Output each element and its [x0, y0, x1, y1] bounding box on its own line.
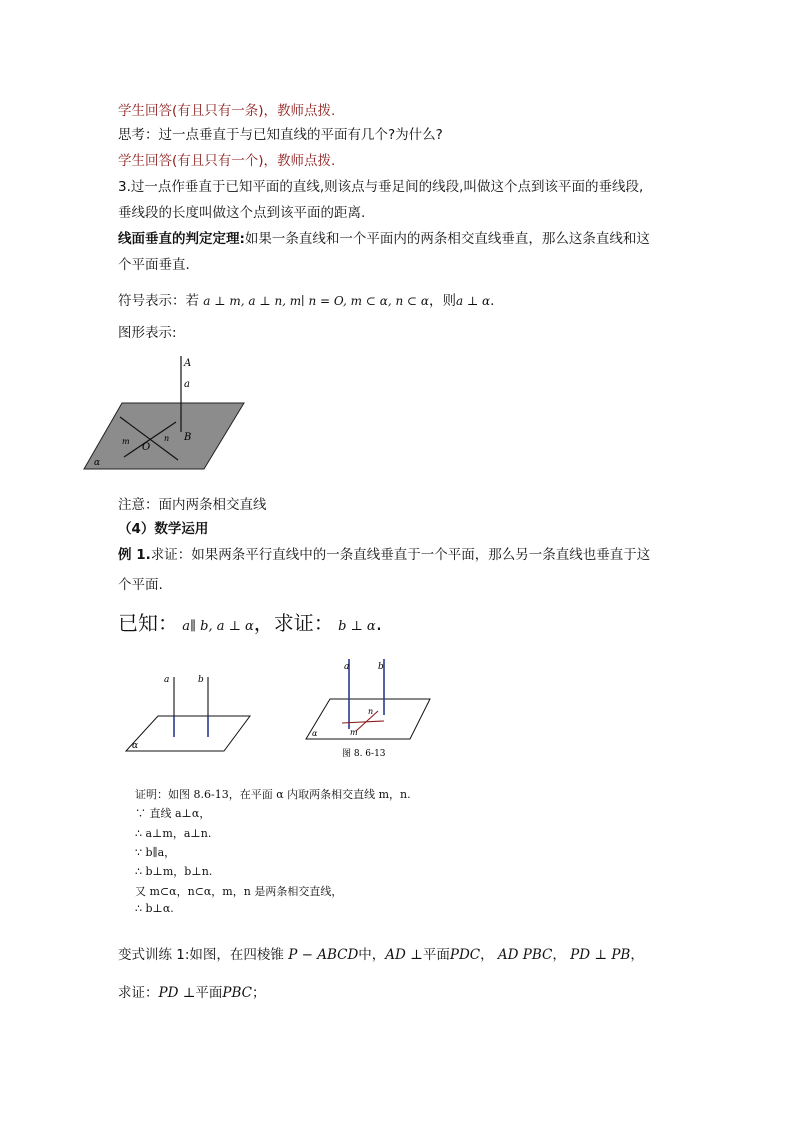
- example-1-line-2: 个平面.: [118, 577, 163, 593]
- label-b-2: b: [198, 675, 204, 685]
- symbol-label: 符号表示：若: [118, 293, 199, 309]
- variant-exercise: [118, 946, 644, 964]
- variant-text-e: 平面: [422, 947, 450, 963]
- label-b-3: b: [378, 662, 384, 672]
- prove-label: ，求证：: [253, 611, 334, 635]
- example-1-title: 例 1.: [118, 547, 151, 563]
- theorem-line-2: 个平面垂直.: [118, 257, 190, 273]
- label-alpha: α: [94, 458, 101, 468]
- label-a-2: a: [164, 675, 170, 685]
- prove-expression: b ⊥ α: [338, 619, 376, 634]
- prove-end: .: [375, 611, 383, 635]
- prove2-pbc: PBC: [222, 985, 252, 1001]
- label-alpha-2: α: [132, 741, 139, 751]
- label-a-3: a: [344, 662, 350, 672]
- note-line: 注意：面内两条相交直线: [118, 497, 267, 513]
- plane-alpha-2: [126, 716, 250, 751]
- label-alpha-3: α: [312, 729, 318, 738]
- symbol-expression: a ⊥ m, a ⊥ n, m∣ n = O, m ⊂ α, n ⊂ α: [203, 294, 429, 308]
- variant-text-a: 变式训练 1:如图，在四棱锥: [118, 947, 284, 963]
- given-expression: a∥ b, a ⊥ α: [182, 619, 254, 634]
- proof-line: 证明：如图 8.6-13，在平面 α 内取两条相交直线 m，n.: [135, 788, 411, 801]
- variant-pdc: PDC: [449, 947, 481, 963]
- given-label: 已知：: [118, 611, 178, 635]
- variant-text-g: ，: [480, 947, 494, 963]
- symbol-line: [118, 292, 494, 310]
- label-O: O: [142, 442, 151, 453]
- theorem-text: 如果一条直线和一个平面内的两条相交直线垂直，那么这条直线和这: [244, 231, 650, 247]
- variant-text-i: ，: [552, 947, 566, 963]
- prove2-pd-perp: PD ⊥: [158, 985, 196, 1001]
- figure-parallel-lines: [120, 665, 255, 755]
- prove2-label: 求证：: [118, 985, 159, 1001]
- definition-line-1: 3.过一点作垂直于已知平面的直线,则该点与垂足间的线段,叫做这个点到该平面的垂线段,: [118, 179, 644, 195]
- label-m-3: m: [350, 728, 358, 737]
- prove2-plane: 平面: [195, 985, 223, 1001]
- proof-line: ∴ b⊥m，b⊥n.: [135, 865, 213, 879]
- student-answer-1: 学生回答(有且只有一条)，教师点拨.: [118, 103, 336, 119]
- variant-pd-perp-pb: PD ⊥ PB: [570, 947, 631, 963]
- figure-label: 图形表示:: [118, 325, 177, 341]
- proof-line: ∴ b⊥α.: [135, 901, 174, 915]
- theorem-line-1: [118, 230, 650, 248]
- prove-line-2: [118, 984, 266, 1002]
- prove2-end: ；: [252, 985, 266, 1001]
- variant-ad-perp: AD ⊥: [385, 947, 423, 963]
- variant-text-c: 中，: [358, 947, 386, 963]
- symbol-result: a ⊥ α: [455, 294, 491, 308]
- variant-text-k: ，: [630, 947, 644, 963]
- plane-alpha-3: [306, 699, 430, 739]
- theorem-title: 线面垂直的判定定理:: [118, 231, 245, 247]
- label-B: B: [184, 432, 192, 443]
- definition-line-2: 垂线段的长度叫做这个点到该平面的距离.: [118, 205, 366, 221]
- given-line: [118, 610, 382, 640]
- symbol-then: ，则: [428, 293, 456, 309]
- symbol-end: .: [490, 293, 495, 309]
- proof-line: ∵ b∥a，: [135, 845, 176, 859]
- label-A: A: [184, 358, 192, 369]
- student-answer-2: 学生回答(有且只有一个)，教师点拨.: [118, 153, 336, 169]
- variant-pyramid: P − ABCD: [288, 947, 359, 963]
- proof-line: ∵ 直线 a⊥α，: [135, 807, 211, 821]
- proof-line: 又 m⊂α，n⊂α，m，n 是两条相交直线，: [135, 884, 343, 898]
- figure-8-6-13: [300, 655, 435, 761]
- think-question: 思考：过一点垂直于与已知直线的平面有几个?为什么?: [118, 127, 443, 143]
- figure-caption: 图 8. 6-13: [342, 749, 386, 759]
- label-m: m: [122, 437, 130, 446]
- label-n-3: n: [368, 707, 374, 716]
- example-1-text: 求证：如果两条平行直线中的一条直线垂直于一个平面，那么另一条直线也垂直于这: [150, 547, 651, 563]
- label-a: a: [184, 379, 190, 390]
- proof-line: ∴ a⊥m，a⊥n.: [135, 826, 212, 840]
- section-heading: （4）数学运用: [118, 521, 209, 537]
- example-1-line-1: [118, 546, 650, 564]
- label-n: n: [164, 434, 170, 443]
- variant-ad-pbc: AD PBC: [497, 947, 553, 963]
- figure-plane-perpendicular: [80, 352, 250, 476]
